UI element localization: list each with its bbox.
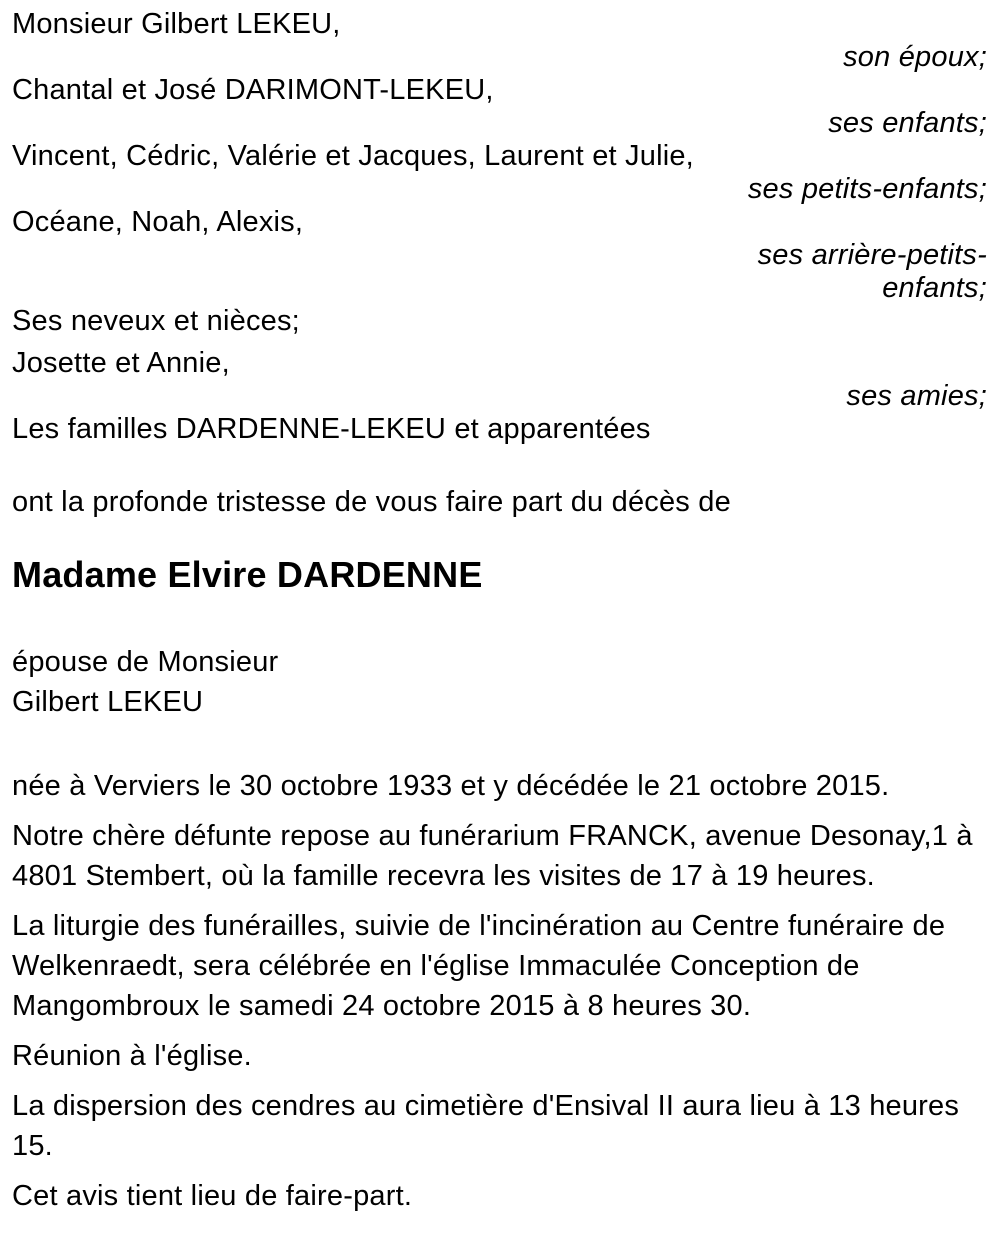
mourner-names: Ses neveux et nièces; bbox=[12, 305, 300, 337]
mourner-entry bbox=[12, 206, 987, 305]
mourners-section bbox=[12, 8, 987, 446]
detail-meeting: Réunion à l'église. bbox=[12, 1040, 252, 1072]
announcement-line: ont la profonde tristesse de vous faire part du décès de bbox=[12, 486, 731, 518]
mourner-relation: ses amies; bbox=[846, 380, 987, 412]
mourner-names: Océane, Noah, Alexis, bbox=[12, 206, 304, 238]
detail-funerarium: Notre chère défunte repose au funérarium FRANCK, avenue Desonay,1 à 4801 Stembert, où la famille recevra les visites de 17 à 19 heures. bbox=[12, 820, 973, 892]
mourner-names: Les familles DARDENNE-LEKEU et apparentées bbox=[12, 413, 651, 445]
detail-ashes: La dispersion des cendres au cimetière d'Ensival II aura lieu à 13 heures 15. bbox=[12, 1090, 960, 1162]
mourner-relation: ses enfants; bbox=[828, 107, 987, 139]
mourner-relation: ses petits-enfants; bbox=[747, 173, 987, 205]
mourner-names: Vincent, Cédric, Valérie et Jacques, Laurent et Julie, bbox=[12, 140, 694, 172]
mourner-relation: son époux; bbox=[843, 41, 987, 73]
mourner-entry bbox=[12, 140, 987, 206]
mourner-entry bbox=[12, 74, 987, 140]
mourner-entry bbox=[12, 347, 987, 413]
mourner-relation: ses arrière-petits-enfants; bbox=[757, 239, 987, 304]
details-section bbox=[12, 766, 987, 1216]
mourner-names: Chantal et José DARIMONT-LEKEU, bbox=[12, 74, 494, 106]
detail-liturgy: La liturgie des funérailles, suivie de l'incinération au Centre funéraire de Welkenraedt, sera célébrée en l'église Immaculée Conception de Mangombroux le samedi 24 octobre 2015 à 8 heures 30. bbox=[12, 910, 946, 1022]
mourner-entry bbox=[12, 8, 987, 74]
mourner-names: Josette et Annie, bbox=[12, 347, 230, 379]
detail-closing: Cet avis tient lieu de faire-part. bbox=[12, 1180, 413, 1212]
mourner-entry bbox=[12, 305, 987, 338]
detail-birth-death: née à Verviers le 30 octobre 1933 et y décédée le 21 octobre 2015. bbox=[12, 770, 890, 802]
spouse-line-1: épouse de Monsieur bbox=[12, 646, 279, 678]
spouse-block bbox=[12, 642, 987, 722]
spouse-line-2: Gilbert LEKEU bbox=[12, 686, 204, 718]
mourner-names: Monsieur Gilbert LEKEU, bbox=[12, 8, 341, 40]
mourner-entry bbox=[12, 413, 987, 446]
deceased-name-heading: Madame Elvire DARDENNE bbox=[12, 554, 483, 595]
